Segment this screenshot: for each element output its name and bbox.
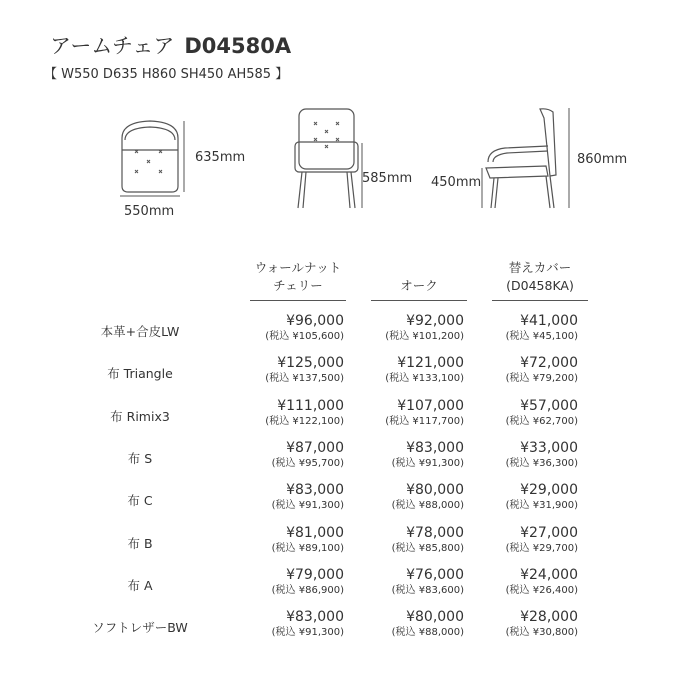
price-cell <box>248 355 344 385</box>
price-cell <box>482 313 578 343</box>
price-value: ¥28,000 <box>520 609 578 626</box>
price-cell <box>368 609 464 639</box>
row-label: 布 S <box>127 450 153 466</box>
price-tax-included: (税込 ¥31,900) <box>505 500 578 512</box>
row-label: ソフトレザーBW <box>92 620 188 636</box>
price-value: ¥76,000 <box>406 566 464 583</box>
price-value: ¥96,000 <box>286 313 344 329</box>
price-tax-included: (税込 ¥30,800) <box>505 627 578 639</box>
price-value: ¥111,000 <box>277 397 344 414</box>
price-cell <box>248 440 344 470</box>
price-cell <box>482 567 578 597</box>
chair-side-view <box>486 109 556 208</box>
price-value: ¥57,000 <box>520 397 578 414</box>
price-tax-included: (税込 ¥91,300) <box>391 457 464 469</box>
row-label: 本革+合皮LW <box>100 324 180 339</box>
height-label: 860mm <box>577 152 628 167</box>
chair-top-view <box>122 121 178 192</box>
column-header-walnut-cherry <box>248 259 348 295</box>
price-value: ¥33,000 <box>520 439 578 456</box>
price-cell <box>482 482 578 512</box>
column-header-line1: ウォールナット <box>254 260 342 275</box>
price-value: ¥83,000 <box>286 609 344 626</box>
dimension-lines <box>120 108 569 208</box>
price-cell <box>248 482 344 512</box>
price-tax-included: (税込 ¥133,100) <box>385 373 464 385</box>
price-value: ¥83,000 <box>406 439 464 456</box>
column-header-line2: チェリー <box>273 278 323 293</box>
price-cell <box>368 355 464 385</box>
price-tax-included: (税込 ¥86,900) <box>271 584 344 596</box>
price-tax-included: (税込 ¥26,400) <box>505 584 578 596</box>
width-label: 550mm <box>124 204 175 219</box>
column-header-line1: 替えカバー <box>508 260 572 275</box>
price-value: ¥29,000 <box>520 482 578 499</box>
price-tax-included: (税込 ¥91,300) <box>271 500 344 512</box>
price-value: ¥80,000 <box>406 609 464 626</box>
price-tax-included: (税込 ¥79,200) <box>505 373 578 385</box>
price-cell <box>368 313 464 343</box>
price-cell <box>248 313 344 343</box>
row-label: 布 C <box>127 493 153 509</box>
price-value: ¥107,000 <box>397 397 464 414</box>
price-tax-included: (税込 ¥88,000) <box>391 627 464 639</box>
price-cell <box>482 355 578 385</box>
column-divider <box>371 300 467 301</box>
price-tax-included: (税込 ¥91,300) <box>271 627 344 639</box>
price-cell <box>482 398 578 428</box>
price-value: ¥72,000 <box>520 355 578 372</box>
column-header-oak <box>369 277 469 295</box>
price-tax-included: (税込 ¥85,800) <box>391 542 464 554</box>
price-tax-included: (税込 ¥105,600) <box>265 331 344 342</box>
price-value: ¥125,000 <box>277 355 344 372</box>
product-dimensions: 【 W550 D635 H860 SH450 AH585 】 <box>44 67 289 82</box>
price-cell <box>368 525 464 555</box>
price-value: ¥83,000 <box>286 482 344 499</box>
depth-label: 635mm <box>195 150 246 165</box>
price-cell <box>368 482 464 512</box>
price-value: ¥24,000 <box>520 566 578 583</box>
seat-height-label: 450mm <box>431 175 482 190</box>
arm-height-label: 585mm <box>362 171 413 186</box>
price-tax-included: (税込 ¥83,600) <box>391 584 464 596</box>
price-tax-included: (税込 ¥88,000) <box>391 500 464 512</box>
price-value: ¥87,000 <box>286 439 344 456</box>
price-cell <box>368 567 464 597</box>
price-value: ¥121,000 <box>397 355 464 372</box>
price-cell <box>482 440 578 470</box>
column-header-line2: オーク <box>400 278 438 293</box>
price-tax-included: (税込 ¥29,700) <box>505 542 578 554</box>
price-value: ¥41,000 <box>520 313 578 329</box>
price-cell <box>368 398 464 428</box>
price-cell <box>248 567 344 597</box>
row-label: 布 A <box>127 577 153 593</box>
row-label: 布 Rimix3 <box>110 408 170 424</box>
column-header-cover <box>490 259 590 295</box>
price-tax-included: (税込 ¥36,300) <box>505 457 578 469</box>
price-cell <box>482 525 578 555</box>
price-cell <box>482 609 578 639</box>
column-divider <box>492 300 588 301</box>
product-code: D04580A <box>184 34 292 58</box>
column-divider <box>250 300 346 301</box>
price-cell <box>248 398 344 428</box>
price-value: ¥78,000 <box>406 524 464 541</box>
price-tax-included: (税込 ¥122,100) <box>265 415 344 427</box>
price-value: ¥27,000 <box>520 524 578 541</box>
product-name: アームチェア <box>50 34 175 58</box>
price-cell <box>248 525 344 555</box>
row-label: 布 B <box>127 535 153 551</box>
price-tax-included: (税込 ¥101,200) <box>385 331 464 342</box>
price-tax-included: (税込 ¥95,700) <box>271 457 344 469</box>
row-label: 布 Triangle <box>107 366 173 382</box>
column-header-line2: (D0458KA) <box>506 278 574 293</box>
price-cell <box>248 609 344 639</box>
price-tax-included: (税込 ¥62,700) <box>505 415 578 427</box>
price-tax-included: (税込 ¥137,500) <box>265 373 344 385</box>
price-tax-included: (税込 ¥89,100) <box>271 542 344 554</box>
chair-front-view <box>295 109 358 208</box>
price-value: ¥79,000 <box>286 566 344 583</box>
price-tax-included: (税込 ¥45,100) <box>505 331 578 342</box>
price-tax-included: (税込 ¥117,700) <box>385 415 464 427</box>
price-cell <box>368 440 464 470</box>
price-value: ¥80,000 <box>406 482 464 499</box>
chair-drawings <box>0 0 700 240</box>
price-value: ¥81,000 <box>286 524 344 541</box>
price-value: ¥92,000 <box>406 313 464 329</box>
